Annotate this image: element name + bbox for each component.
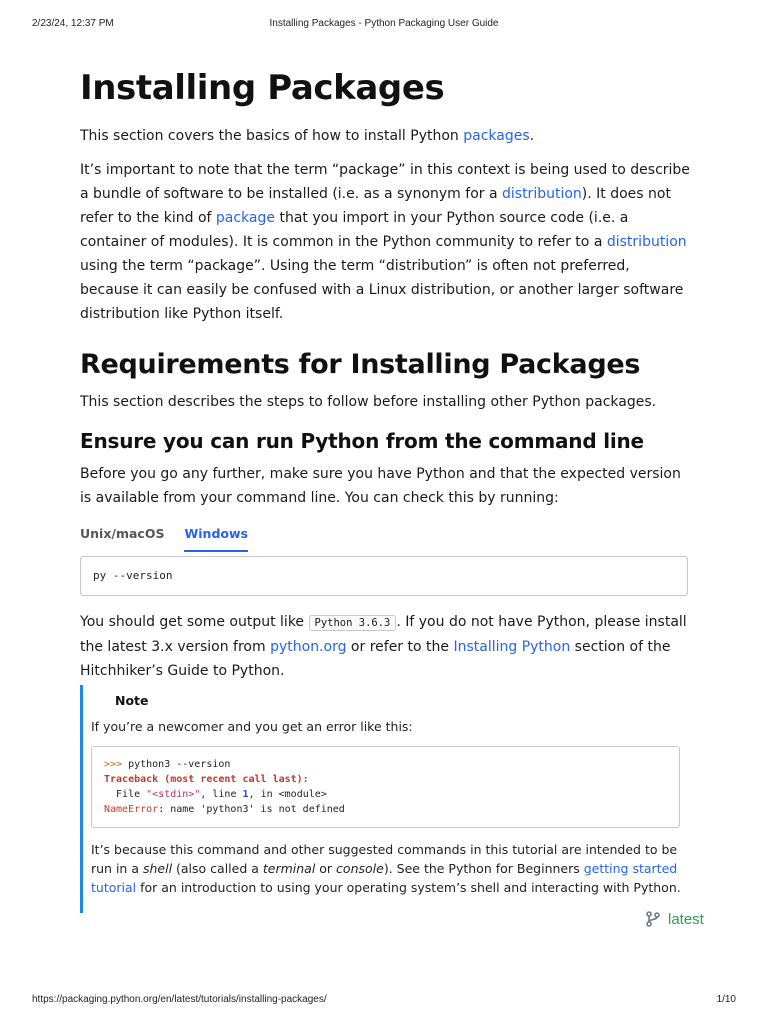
error-code-block: >>> python3 --version Traceback (most recent call last): File "<stdin>", line 1, in <module> NameError: name 'python3' is not defined bbox=[91, 746, 680, 828]
git-branch-icon bbox=[646, 911, 660, 927]
ensure-python-description: Before you go any further, make sure you have Python and that the expected version is available from your command line. You can check this by running: bbox=[80, 466, 681, 506]
page-title: Installing Packages bbox=[80, 68, 445, 108]
version-label: latest bbox=[668, 910, 704, 928]
packages-link[interactable]: packages bbox=[463, 128, 530, 144]
version-output-paragraph: You should get some output like Python 3.6.3 . If you do not have Python, please install the latest 3.x version from python.org or refer to the Installing Python section of the Hitchhiker’s Guide to Python. bbox=[80, 614, 687, 679]
print-page-number: 1/10 bbox=[716, 994, 736, 1005]
version-switcher[interactable] bbox=[646, 908, 704, 930]
note-text: If you’re a newcomer and you get an error like this: bbox=[91, 719, 413, 734]
package-term-paragraph: It’s important to note that the term “package” in this context is being used to describe a bundle of software to be installed (i.e. as a synonym for a distribution). It does not refer to the kind of package that you import in your Python source code (i.e. a container of modules). It is common in the Python community to refer to a distribution using the term “package”. Using the term “distribution” is often not preferred, because it can easily be confused with a Linux distribution, or another larger software distribution like Python itself. bbox=[80, 162, 690, 322]
python-version-code: Python 3.6.3 bbox=[309, 615, 397, 631]
ensure-python-heading: Ensure you can run Python from the command line bbox=[80, 429, 644, 453]
package-link[interactable]: package bbox=[215, 210, 276, 226]
note-explanation: It’s because this command and other suggested commands in this tutorial are intended to be run in a shell (also called a terminal or console). See the Python for Beginners getting started tutorial for an introduction to using your operating system’s shell and interacting with Python. bbox=[91, 842, 681, 895]
print-doc-title: Installing Packages - Python Packaging User Guide bbox=[269, 18, 499, 29]
distribution-link-2[interactable]: distribution bbox=[606, 234, 687, 250]
requirements-heading: Requirements for Installing Packages bbox=[80, 349, 641, 380]
print-url: https://packaging.python.org/en/latest/tutorials/installing-packages/ bbox=[32, 994, 327, 1005]
main-content bbox=[80, 66, 692, 693]
requirements-description: This section describes the steps to follow before installing other Python packages. bbox=[80, 394, 657, 410]
note-admonition bbox=[80, 685, 690, 913]
tab-unix-macos[interactable]: Unix/macOS bbox=[80, 526, 165, 541]
getting-started-tutorial-link[interactable]: getting started tutorial bbox=[91, 861, 678, 895]
note-title: Note bbox=[115, 693, 149, 708]
print-header bbox=[0, 18, 768, 32]
distribution-link[interactable]: distribution bbox=[502, 186, 582, 202]
intro-paragraph: This section covers the basics of how to install Python packages. bbox=[80, 128, 535, 144]
os-tabs bbox=[80, 524, 692, 552]
print-datetime: 2/23/24, 12:37 PM bbox=[32, 18, 114, 29]
installing-python-link[interactable]: Installing Python bbox=[453, 639, 571, 655]
python-org-link[interactable]: python.org bbox=[270, 639, 347, 655]
command-code-block: py --version bbox=[80, 556, 688, 596]
tab-windows[interactable]: Windows bbox=[184, 524, 248, 552]
